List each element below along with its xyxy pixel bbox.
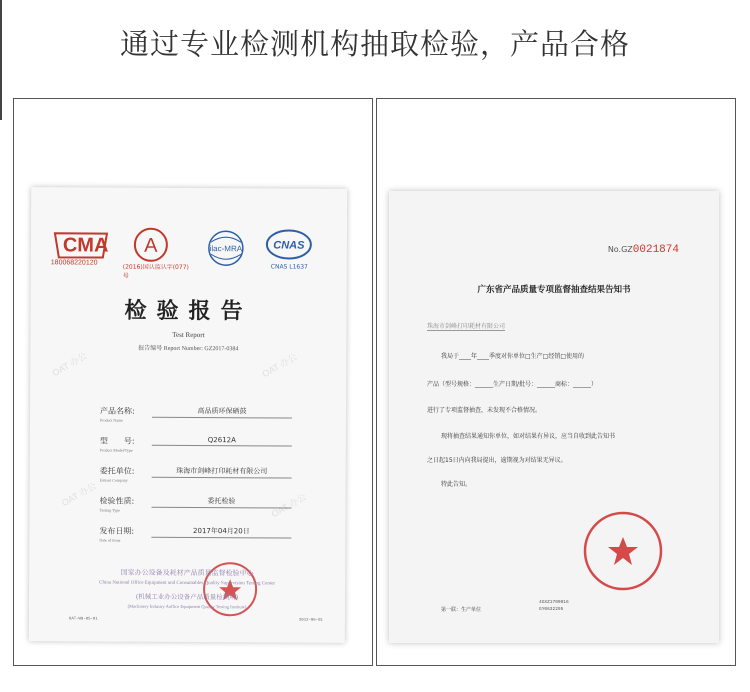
- cnas-number: CNAS L1637: [270, 263, 308, 271]
- cnas-text: CNAS: [273, 239, 305, 252]
- notice-recipient: 珠海市剑峰打印耗材有限公司: [427, 323, 506, 330]
- field-value: 高品质环保硒鼓: [152, 406, 292, 419]
- field-row: [99, 496, 309, 527]
- notice-line: 我局于____年____季度对你单位□生产□经销□使用的: [441, 353, 585, 360]
- notice-line: 特此告知。: [441, 481, 472, 488]
- field-label: 产品名称:: [99, 406, 135, 416]
- field-row: [99, 526, 309, 557]
- notice-line: 现将抽查结果通知你单位，如对结果有异议，应当自收到此告知书: [441, 433, 616, 440]
- cal-logo: [122, 226, 189, 280]
- field-value: 委托检验: [152, 496, 292, 509]
- field-label-en: Product Name: [99, 417, 123, 423]
- svg-text:A: A: [144, 234, 158, 257]
- report-fields: [99, 406, 310, 557]
- notice-line: 产品（型号规格：______生产日期/批号：______商标：______）: [427, 381, 598, 388]
- field-row: [100, 466, 310, 497]
- form-date: 2012-06-01: [298, 618, 323, 623]
- notice-codes: [539, 599, 569, 613]
- report-subtitle: Test Report: [172, 330, 205, 340]
- field-label-en: Entrust Company: [99, 477, 128, 483]
- ilac-text: ilac-MRA: [209, 244, 243, 254]
- certification-logos: [51, 229, 331, 278]
- notice-line: 进行了专项监督抽查，未发现不合格情况。: [427, 407, 542, 414]
- notice-line: 之日起15日内向我局提出，逾期视为对结果无异议。: [427, 457, 567, 464]
- serial-number: [608, 244, 679, 256]
- report-title: 检验报告: [124, 297, 253, 325]
- serial-value: 0021874: [632, 244, 679, 256]
- serial-prefix: No.GZ: [607, 245, 633, 254]
- field-value: 2017年04月20日: [151, 526, 291, 539]
- cal-caption: (2016)国认监认字(077)号: [122, 263, 189, 280]
- field-row: [100, 436, 310, 467]
- issuer-name: 国家办公设备及耗材产品质量监督检验中心: [120, 568, 254, 578]
- field-row: [100, 406, 310, 437]
- field-label: 型 号:: [99, 436, 135, 446]
- watermark: OAT 办公: [50, 350, 89, 379]
- watermark: OAT 办公: [59, 480, 98, 509]
- test-report-frame: [13, 98, 373, 666]
- ilac-mra-logo: [199, 228, 253, 272]
- cma-number: 180068220120: [50, 259, 98, 267]
- test-report-document: [29, 187, 347, 643]
- notice-title: 广东省产品质量专项监督抽查结果告知书: [477, 285, 631, 295]
- report-number: 报告编号 Report Number: GZ2017-0384: [138, 345, 239, 353]
- cma-logo-text: CMA: [62, 234, 109, 257]
- red-seal: [581, 509, 665, 597]
- notice-code: 4GXZ1700016: [539, 600, 569, 605]
- field-value: Q2612A: [152, 436, 292, 447]
- inspection-notice-frame: [376, 98, 736, 666]
- inspection-notice-document: [389, 191, 719, 643]
- form-code: OAT-W0-05-01: [68, 617, 98, 622]
- field-label: 发布日期:: [99, 526, 135, 536]
- watermark: OAT 办公: [269, 491, 308, 520]
- watermark: OAT 办公: [260, 351, 299, 380]
- page-headline: 通过专业检测机构抽取检验，产品合格: [119, 27, 630, 61]
- issuer-subname: (机械工业办公设备产品质量检测所): [135, 592, 239, 602]
- notice-footer-label: 第一联：生产单位: [441, 607, 482, 613]
- field-label: 委托单位:: [99, 466, 135, 476]
- field-label-en: Product Model/Type: [99, 447, 133, 453]
- field-value: 珠海市剑峰打印耗材有限公司: [152, 466, 292, 479]
- issuer-subname-en: (Machinery Industry Aoffice Equipment Quality Testing Institute): [127, 603, 247, 610]
- field-label-en: Testing Type: [99, 507, 121, 513]
- issuer-name-en: China National Office Equipment and Consumables Quality Supervision Testing Center: [99, 580, 276, 587]
- notice-code: GY0632295: [539, 607, 564, 612]
- cnas-logo: [261, 228, 317, 271]
- cma-logo: [51, 229, 113, 269]
- field-label: 检验性质:: [99, 496, 135, 506]
- field-label-en: Date of Issue: [99, 537, 121, 543]
